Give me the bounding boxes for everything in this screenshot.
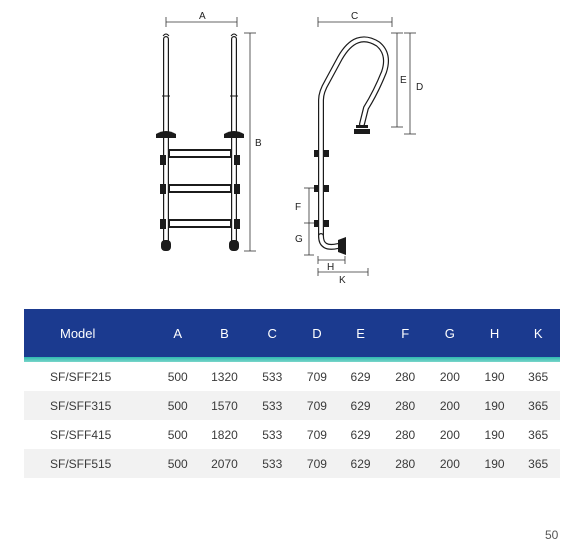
value-cell: 200 <box>439 369 460 384</box>
value-cell: 533 <box>248 391 296 420</box>
table-row <box>24 449 560 478</box>
dim-label-e: E <box>400 75 407 86</box>
column-header: H <box>489 325 500 341</box>
table-row <box>24 362 560 391</box>
value-cell: 500 <box>167 369 188 384</box>
value-cell: 533 <box>262 427 283 442</box>
value-cell: 533 <box>262 369 283 384</box>
value-cell: 500 <box>155 391 201 420</box>
value-cell: 365 <box>516 391 560 420</box>
column-header: E <box>356 325 365 341</box>
step <box>160 219 240 229</box>
dim-label-f: F <box>295 202 302 213</box>
value-cell: 200 <box>439 427 460 442</box>
value-cell: 280 <box>383 391 427 420</box>
page-number: 50 <box>545 528 559 542</box>
dim-label-b: B <box>255 138 262 149</box>
step <box>160 184 240 194</box>
value-cell: 190 <box>473 449 517 478</box>
value-cell: 365 <box>528 369 549 384</box>
dim-label-k: K <box>339 275 346 286</box>
column-header: B <box>220 325 229 341</box>
table-row <box>24 420 560 449</box>
value-cell: 280 <box>383 449 427 478</box>
value-cell: 709 <box>296 449 338 478</box>
table-header-row <box>24 309 560 357</box>
value-cell: 1570 <box>201 391 249 420</box>
value-cell: 629 <box>338 391 384 420</box>
value-cell: 500 <box>155 449 201 478</box>
ladder-front-view <box>156 11 262 251</box>
value-cell: 280 <box>395 427 416 442</box>
value-cell: 190 <box>484 369 505 384</box>
model-cell: SF/SFF215 <box>50 369 112 384</box>
column-header: F <box>401 325 410 341</box>
value-cell: 533 <box>248 449 296 478</box>
value-cell: 2070 <box>201 449 249 478</box>
value-cell: 190 <box>484 427 505 442</box>
column-header: C <box>267 325 277 341</box>
column-header: Model <box>60 325 96 341</box>
table-row <box>24 391 560 420</box>
step <box>160 150 240 165</box>
column-header: G <box>444 325 455 341</box>
spec-table <box>24 309 560 478</box>
dim-label-c: C <box>351 11 359 22</box>
column-header: K <box>533 325 543 341</box>
value-cell: 365 <box>528 427 549 442</box>
ladder-side-view <box>295 11 423 286</box>
dim-label-d: D <box>416 82 424 93</box>
model-cell: SF/SFF515 <box>24 449 155 478</box>
value-cell: 1820 <box>211 427 238 442</box>
model-cell: SF/SFF315 <box>24 391 155 420</box>
value-cell: 500 <box>167 427 188 442</box>
column-header: D <box>312 325 322 341</box>
value-cell: 280 <box>395 369 416 384</box>
dim-label-h: H <box>327 262 335 273</box>
value-cell: 709 <box>306 427 327 442</box>
value-cell: 709 <box>296 391 338 420</box>
value-cell: 629 <box>350 427 371 442</box>
model-cell: SF/SFF415 <box>50 427 112 442</box>
value-cell: 190 <box>473 391 517 420</box>
value-cell: 200 <box>427 391 473 420</box>
value-cell: 1320 <box>211 369 238 384</box>
dim-label-g: G <box>295 234 303 245</box>
column-header: A <box>173 325 183 341</box>
value-cell: 629 <box>350 369 371 384</box>
value-cell: 709 <box>306 369 327 384</box>
value-cell: 200 <box>427 449 473 478</box>
value-cell: 365 <box>516 449 560 478</box>
dim-label-a: A <box>199 11 206 22</box>
value-cell: 629 <box>338 449 384 478</box>
